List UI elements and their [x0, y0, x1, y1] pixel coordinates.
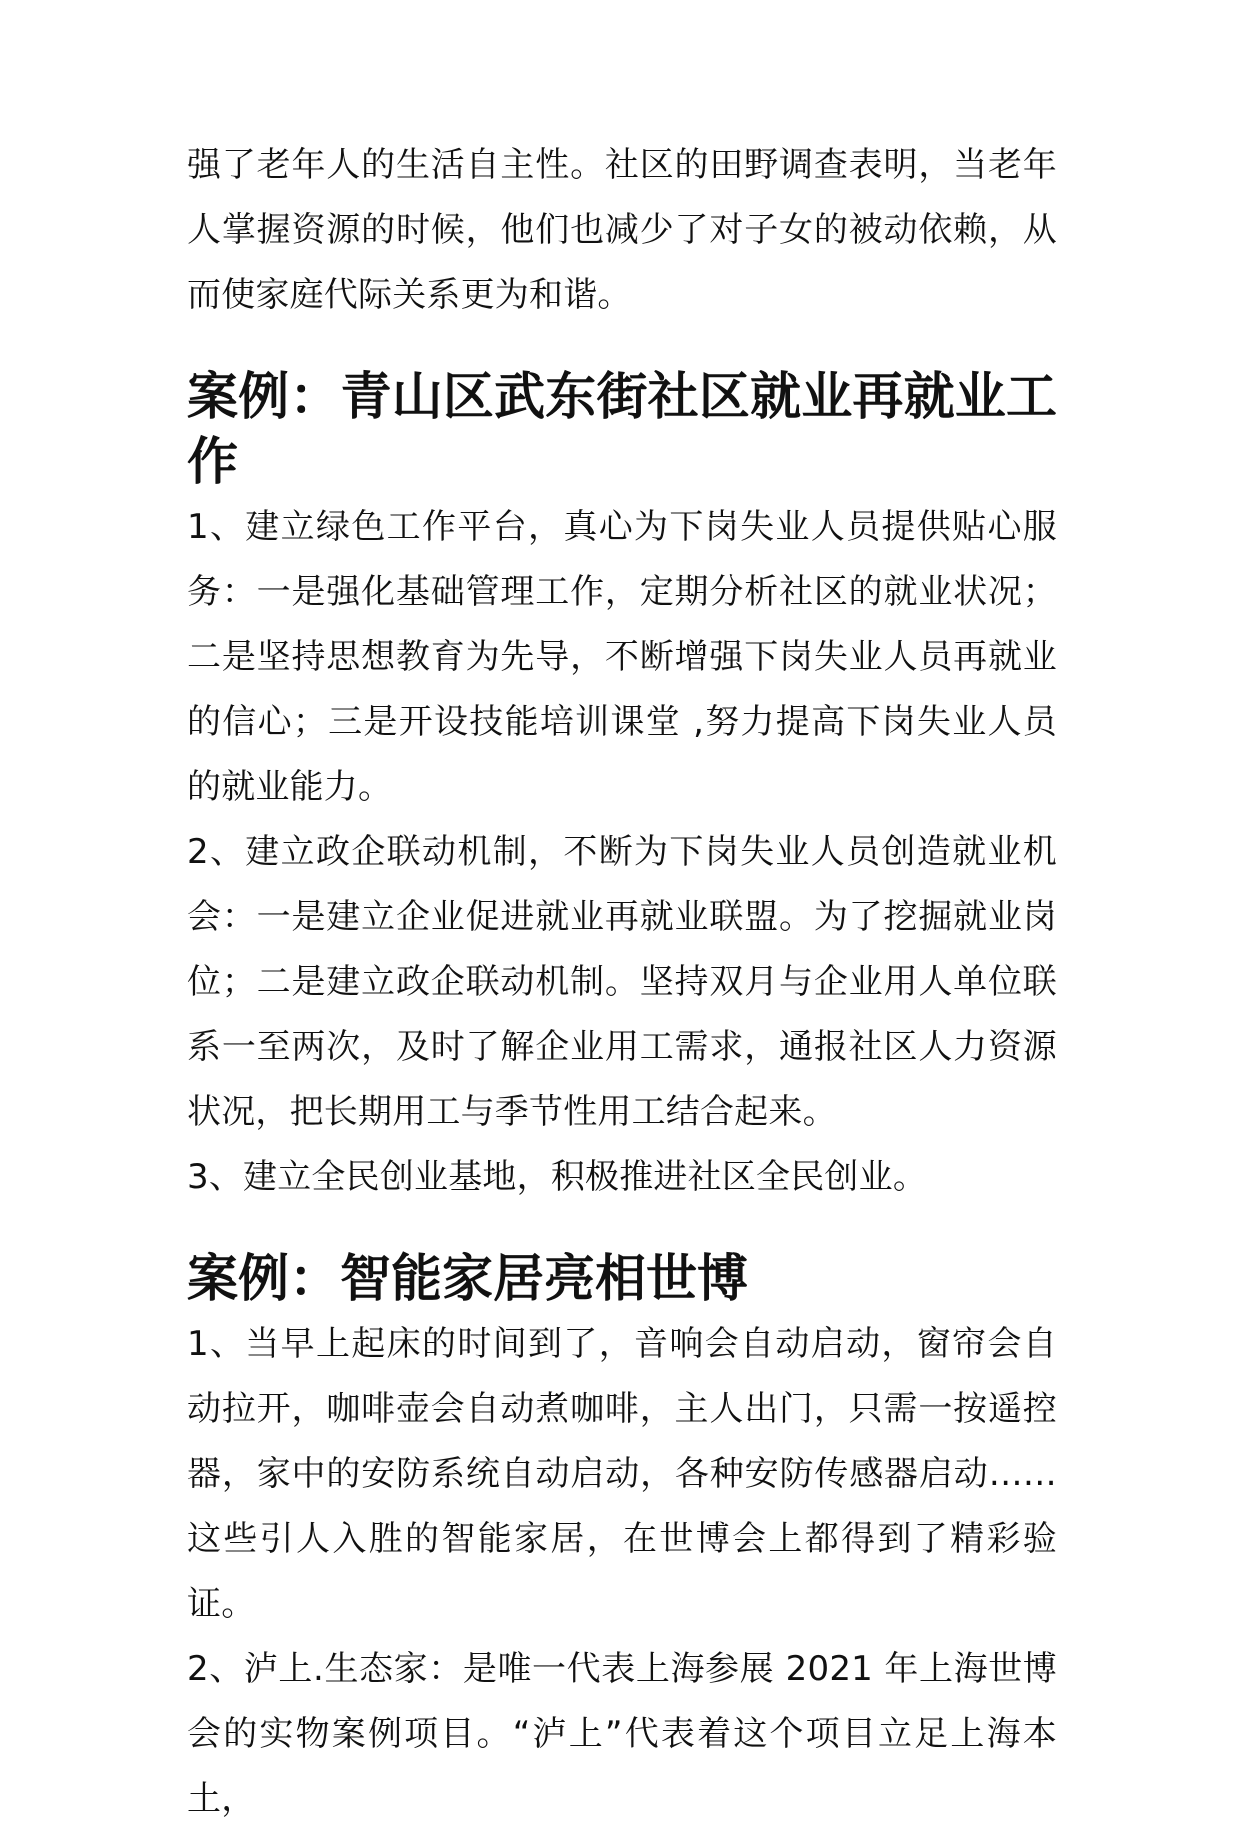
intro-paragraph: 强了老年人的生活自主性。社区的田野调查表明，当老年人掌握资源的时候，他们也减少了对子女的被动依赖，从而使家庭代际关系更为和谐。: [187, 145, 1057, 315]
smart-home-item-2: 2、泸上.生态家：是唯一代表上海参展 2021 年上海世博会的实物案例项目。“泸上”代表着这个项目立足上海本土，: [187, 1649, 1057, 1819]
qingshan-item-3: 3、建立全民创业基地，积极推进社区全民创业。: [187, 1157, 928, 1197]
document-page: [187, 133, 1057, 1832]
section-heading-qingshan: 案例：青山区武东街社区就业再就业工作: [187, 368, 1057, 492]
qingshan-item-1: 1、建立绿色工作平台，真心为下岗失业人员提供贴心服务：一是强化基础管理工作，定期分析社区的就业状况；二是坚持思想教育为先导，不断增强下岗失业人员再就业的信心；三是开设技能培训课堂 ,努力提高下岗失业人员的就业能力。: [187, 507, 1057, 807]
section-heading-smart-home: 案例：智能家居亮相世博: [187, 1250, 749, 1309]
smart-home-item-1: 1、当早上起床的时间到了，音响会自动启动，窗帘会自动拉开，咖啡壶会自动煮咖啡，主人出门，只需一按遥控器，家中的安防系统自动启动，各种安防传感器启动……这些引人入胜的智能家居，在世博会上都得到了精彩验证。: [187, 1324, 1057, 1624]
qingshan-item-2: 2、建立政企联动机制，不断为下岗失业人员创造就业机会：一是建立企业促进就业再就业联盟。为了挖掘就业岗位；二是建立政企联动机制。坚持双月与企业用人单位联系一至两次，及时了解企业用工需求，通报社区人力资源状况，把长期用工与季节性用工结合起来。: [187, 832, 1057, 1132]
section-spacer: [187, 328, 1057, 365]
section-spacer: [187, 1210, 1057, 1247]
